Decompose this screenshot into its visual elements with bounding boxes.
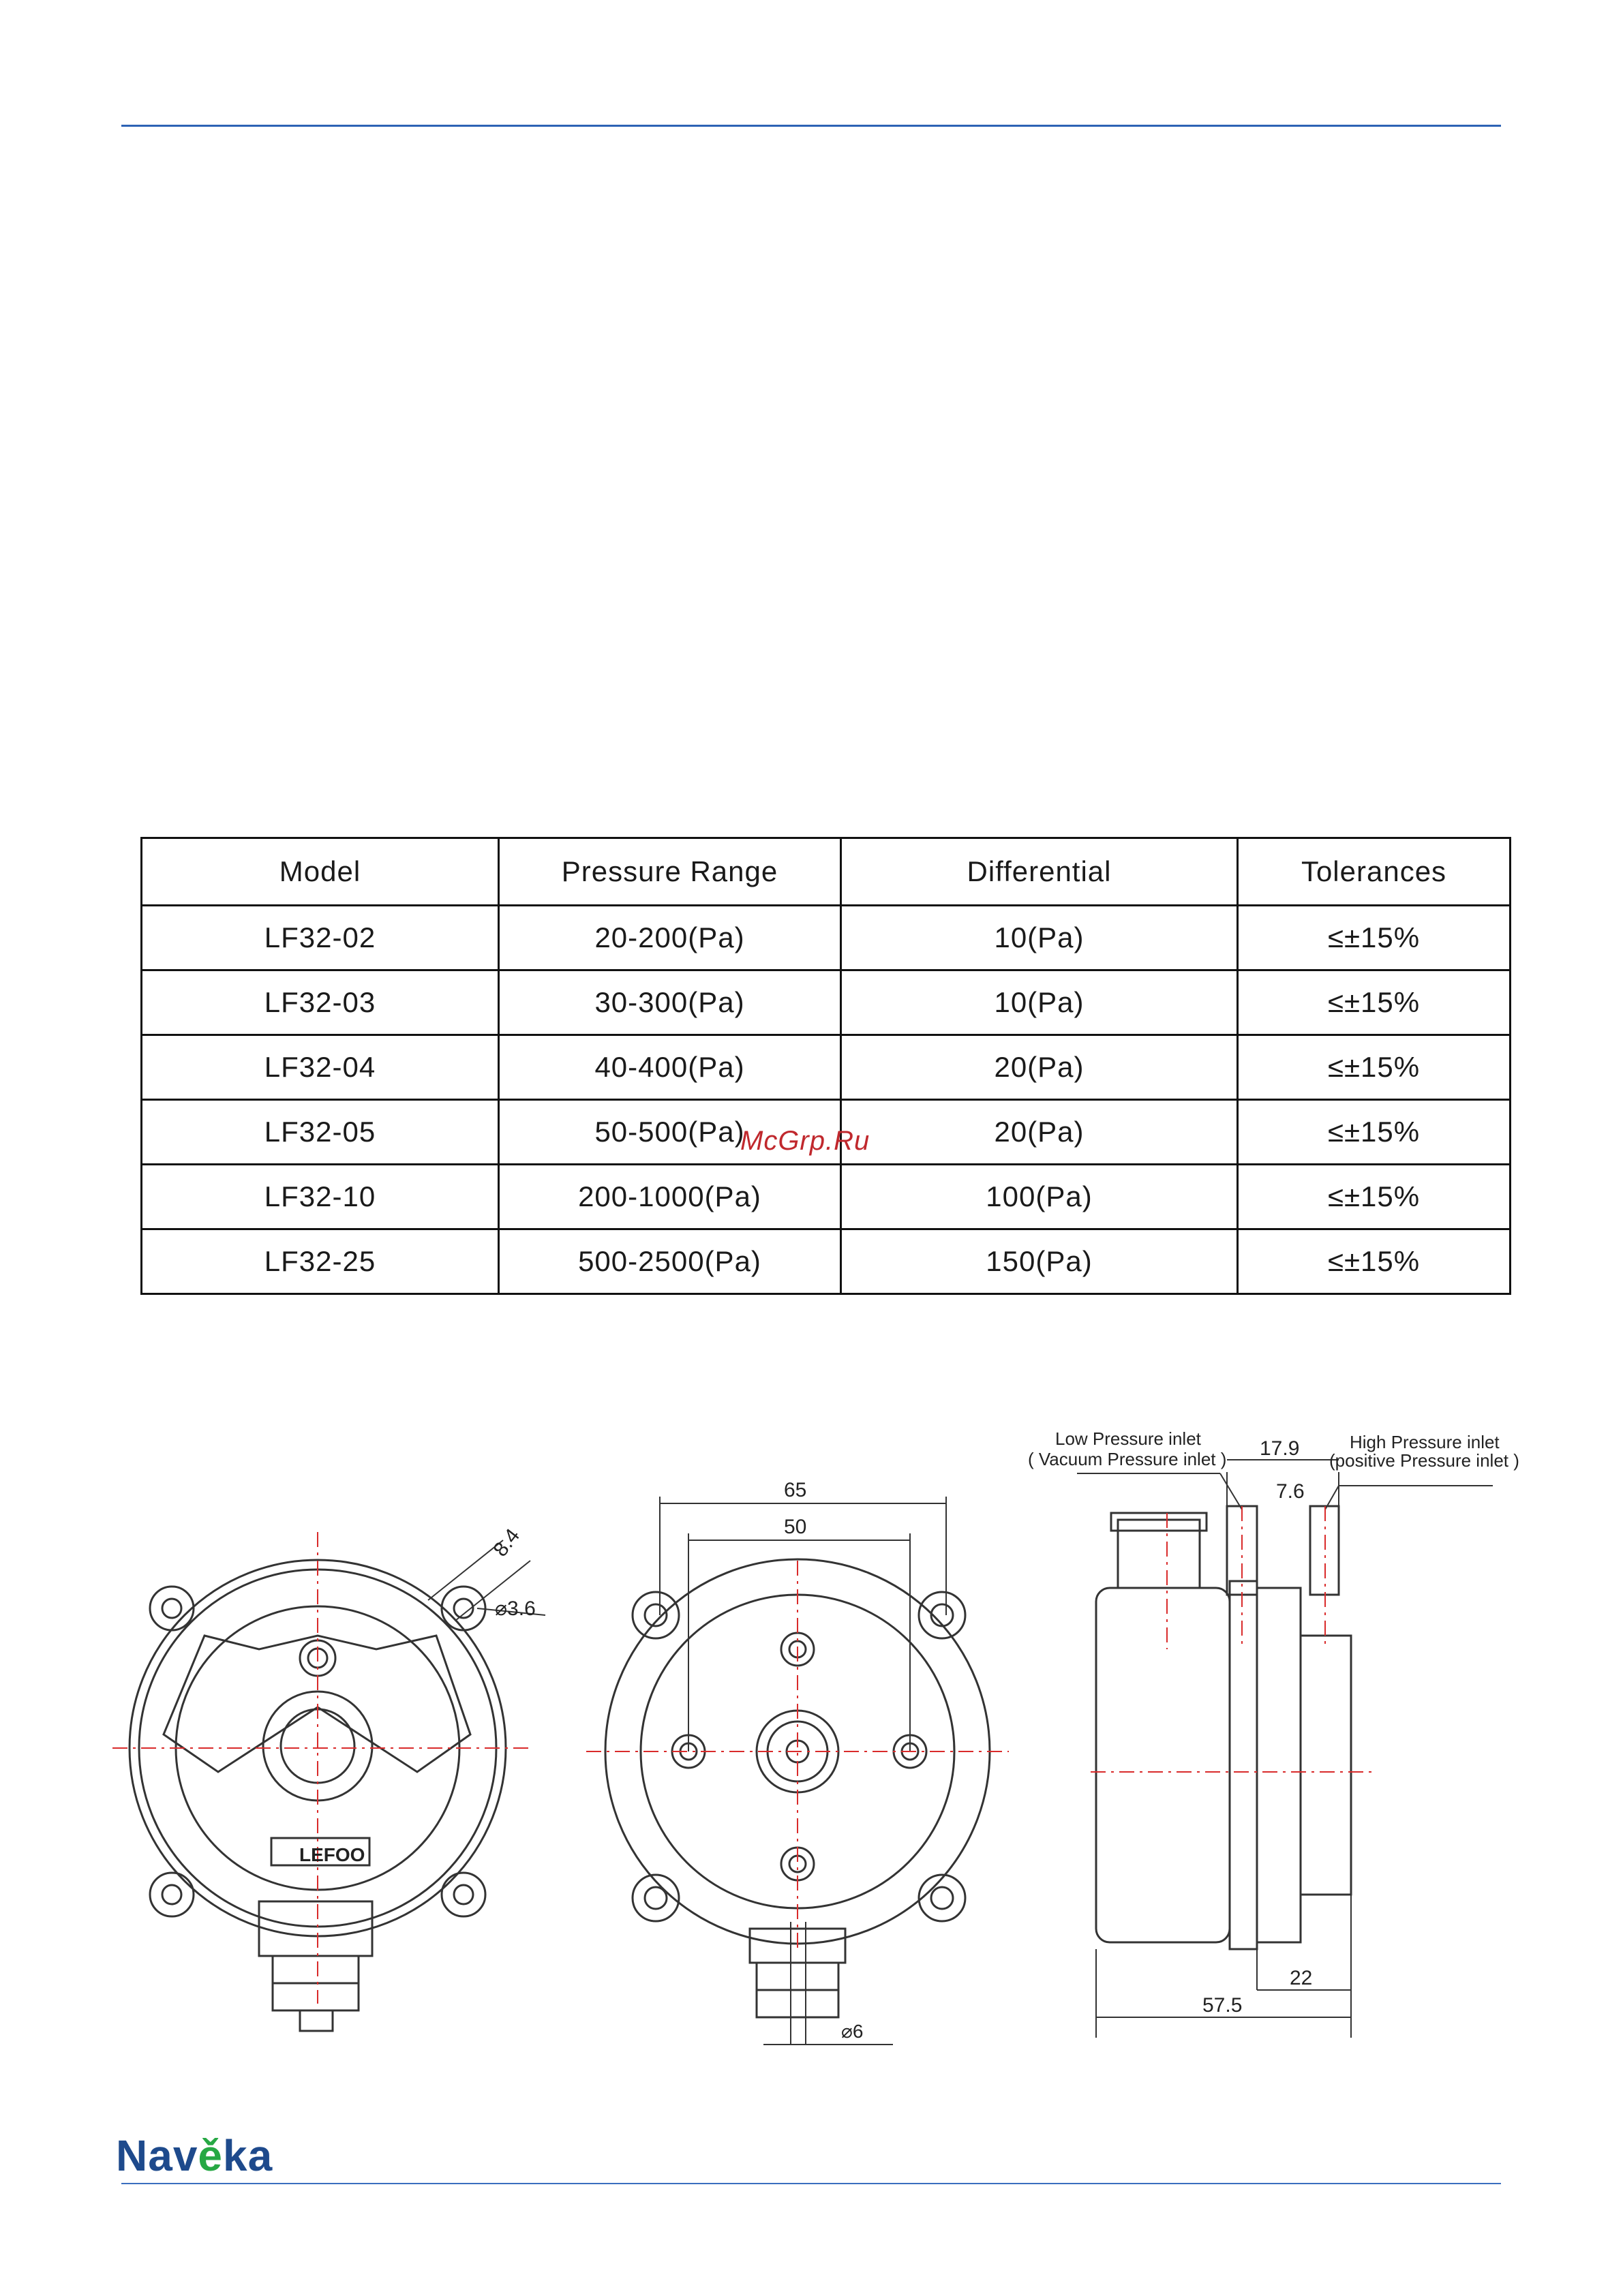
technical-drawing — [0, 1390, 1623, 2072]
cell-differential: 20(Pa) — [841, 1035, 1238, 1100]
cell-differential: 100(Pa) — [841, 1165, 1238, 1229]
table-row — [142, 1165, 1511, 1229]
header-rule — [121, 125, 1501, 127]
cell-tolerance: ≤±15% — [1238, 1100, 1511, 1165]
cell-tolerance: ≤±15% — [1238, 1165, 1511, 1229]
cell-model: LF32-03 — [142, 970, 499, 1035]
cell-model: LF32-25 — [142, 1229, 499, 1294]
high-inlet-label: High Pressure inlet — [1350, 1432, 1500, 1452]
cell-range: 30-300(Pa) — [499, 970, 841, 1035]
spec-table — [140, 837, 1511, 1295]
back-centerlines — [586, 1561, 1009, 1949]
table-row — [142, 970, 1511, 1035]
table-header-row — [142, 838, 1511, 906]
cell-tolerance: ≤±15% — [1238, 1229, 1511, 1294]
front-connector — [259, 1901, 372, 1956]
logo-text-end: ka — [223, 2131, 273, 2180]
side-dim-c: 22 — [1290, 1967, 1313, 1989]
back-dim-port: ⌀6 — [841, 2021, 864, 2042]
cell-tolerance: ≤±15% — [1238, 906, 1511, 970]
front-brand-label: LEFOO — [299, 1844, 365, 1865]
logo-accent: ě — [198, 2131, 223, 2180]
low-inlet-label: Low Pressure inlet — [1055, 1428, 1201, 1449]
cell-model: LF32-05 — [142, 1100, 499, 1165]
back-dim-inner: 50 — [784, 1516, 807, 1538]
column-header: Model — [142, 838, 499, 906]
cell-tolerance: ≤±15% — [1238, 970, 1511, 1035]
side-flange — [1230, 1581, 1257, 1949]
side-body — [1096, 1588, 1230, 1942]
front-dim-slot: 8.4 — [489, 1525, 525, 1561]
table-row — [142, 1035, 1511, 1100]
cell-tolerance: ≤±15% — [1238, 1035, 1511, 1100]
front-ear — [150, 1587, 194, 1630]
cell-differential: 10(Pa) — [841, 970, 1238, 1035]
side-view — [1077, 1460, 1493, 2038]
column-header: Differential — [841, 838, 1238, 906]
cell-differential: 150(Pa) — [841, 1229, 1238, 1294]
side-dim-b: 7.6 — [1276, 1480, 1305, 1503]
side-dim-a: 17.9 — [1260, 1437, 1300, 1460]
footer-rule — [121, 2183, 1501, 2184]
cell-differential: 10(Pa) — [841, 906, 1238, 970]
column-header: Tolerances — [1238, 838, 1511, 906]
front-centerlines — [112, 1532, 532, 2004]
front-dim-hole: ⌀3.6 — [495, 1597, 536, 1620]
front-ear — [150, 1873, 194, 1916]
cell-differential: 20(Pa) — [841, 1100, 1238, 1165]
cell-model: LF32-04 — [142, 1035, 499, 1100]
table-row — [142, 1229, 1511, 1294]
cell-range: 20-200(Pa) — [499, 906, 841, 970]
front-view — [130, 1540, 545, 2031]
brand-logo — [116, 2130, 273, 2181]
cell-model: LF32-02 — [142, 906, 499, 970]
low-inlet-sublabel: ( Vacuum Pressure inlet ) — [1028, 1449, 1227, 1469]
cell-model: LF32-10 — [142, 1165, 499, 1229]
side-centerlines — [1091, 1506, 1377, 1772]
cell-range: 500-2500(Pa) — [499, 1229, 841, 1294]
side-dim-d: 57.5 — [1202, 1994, 1243, 2017]
cell-range: 200-1000(Pa) — [499, 1165, 841, 1229]
front-ear — [442, 1873, 485, 1916]
front-connector-nut — [273, 1956, 359, 1983]
watermark: McGrp.Ru — [740, 1126, 870, 1156]
high-inlet-sublabel: (positive Pressure inlet ) — [1329, 1450, 1519, 1471]
logo-text: Nav — [116, 2131, 198, 2180]
back-dim-outer: 65 — [784, 1479, 807, 1501]
table-row — [142, 906, 1511, 970]
cell-range: 40-400(Pa) — [499, 1035, 841, 1100]
side-cover — [1257, 1588, 1301, 1942]
side-plate — [1301, 1636, 1351, 1895]
cell-range: 50-500(Pa) — [499, 1100, 841, 1165]
column-header: Pressure Range — [499, 838, 841, 906]
